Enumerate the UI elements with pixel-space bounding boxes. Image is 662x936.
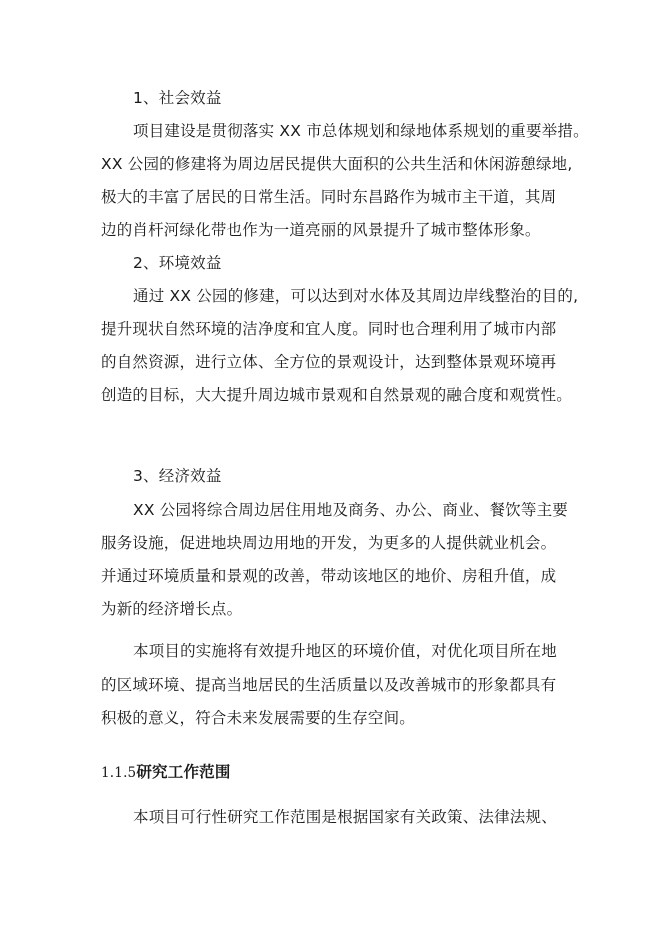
paragraph-line: XX 公园的修建将为周边居民提供大面积的公共生活和休闲游憩绿地, — [101, 155, 573, 173]
paragraph-line: 的区域环境、提高当地居民的生活质量以及改善城市的形象都具有 — [101, 676, 557, 694]
paragraph-line: 通过 XX 公园的修建，可以达到对水体及其周边岸线整治的目的, — [133, 287, 579, 305]
paragraph-line: XX 公园将综合周边居住用地及商务、办公、商业、餐饮等主要 — [133, 501, 568, 519]
paragraph-line: 积极的意义，符合未来发展需要的生存空间。 — [101, 709, 416, 727]
paragraph-line: 极大的丰富了居民的日常生活。同时东昌路作为城市主干道，其周 — [101, 188, 557, 206]
paragraph-line: 并通过环境质量和景观的改善，带动该地区的地价、房租升值，成 — [101, 567, 557, 585]
section-title: 研究工作范围 — [136, 763, 231, 781]
paragraph-line: 本项目可行性研究工作范围是根据国家有关政策、法律法规、 — [133, 808, 557, 826]
section-heading-environmental-benefit: 2、环境效益 — [133, 254, 222, 272]
section-heading-social-benefit: 1、社会效益 — [133, 89, 222, 107]
paragraph-line: 提升现状自然环境的洁净度和宜人度。同时也合理利用了城市内部 — [101, 320, 557, 338]
section-number: 1.1.5 — [101, 765, 137, 781]
paragraph-line: 项目建设是贯彻落实 XX 市总体规划和绿地体系规划的重要举措。 — [133, 122, 589, 140]
section-heading-economic-benefit: 3、经济效益 — [133, 467, 222, 485]
paragraph-line: 的自然资源，进行立体、全方位的景观设计，达到整体景观环境再 — [101, 353, 557, 371]
paragraph-line: 服务设施，促进地块周边用地的开发，为更多的人提供就业机会。 — [101, 534, 557, 552]
paragraph-line: 本项目的实施将有效提升地区的环境价值，对优化项目所在地 — [133, 642, 557, 660]
paragraph-line: 边的肖杆河绿化带也作为一道亮丽的风景提升了城市整体形象。 — [101, 221, 541, 239]
section-heading-research-scope — [101, 761, 231, 784]
paragraph-line: 为新的经济增长点。 — [101, 600, 243, 618]
paragraph-line: 创造的目标，大大提升周边城市景观和自然景观的融合度和观赏性。 — [101, 386, 573, 404]
